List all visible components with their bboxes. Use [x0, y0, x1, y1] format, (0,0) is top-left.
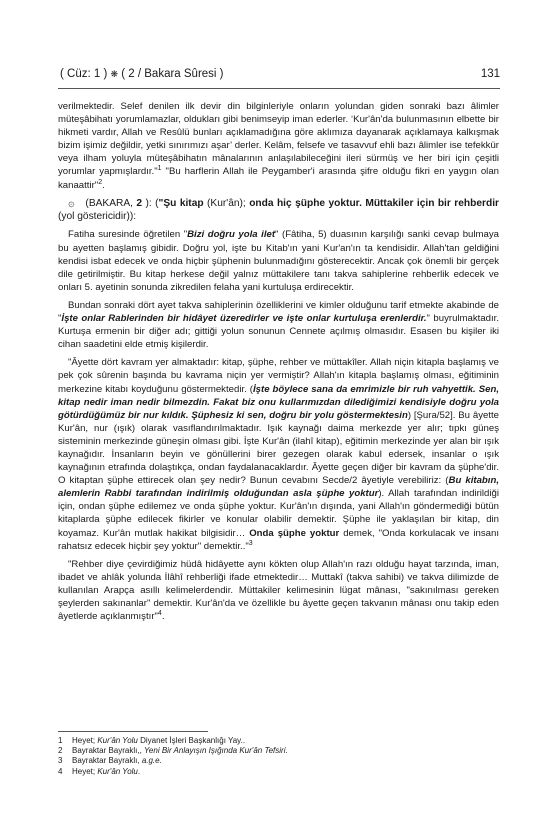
footnote-rule [58, 731, 208, 732]
emphasis: Onda şüphe yoktur [249, 527, 340, 539]
verse-text: "Şu kitap [158, 197, 204, 209]
page-number: 131 [480, 68, 500, 80]
text-run: "Rehber diye çevirdiğimiz hüdâ hidâyette aynı kökten olup Allah'ın razı olduğu hayat tarzında, iman, ibadet ve ahlâk yolunda İlâhî rehberliği ifade etmektedir… Muttakî (takva sahibi) ve takva dilimizde de kullanılan Arapça asıllı kelimelerdendir. Müttakiler kelimesinin lügat mânası, "sakınılması gereken şeylerden sakınanlar" demektir. Kur'ân'da ve özellikle bu âyette geçen takvanın mânası onu takip eden âyetlerde açıklanmıştır" [58, 558, 499, 623]
text-run: ). Allah tarafından indirildiği için, ondan şüphe edilemez ve onda şüphe yoktur. Kur'ân'ın dışında, yani Allah'ın göndermediği bütün kitaplarda şüphe edilecek fikirler ve konular olabilir demektir. Şüphe ile yaklaşılan bir kitap, din koyamaz. Kur'ân mutlak hakikat bilgisidir… [58, 488, 499, 539]
juz-label: ( Cüz: 1 ) [60, 68, 108, 80]
footnote-number: 1 [58, 736, 63, 745]
text-run: verilmektedir. Selef denilen ilk devir din bilginleriyle onların yolundan giden sonraki bazı âlimler müteşâbihatı yorumlamazlar, oldukları gibi benimseyip iman ederler. ‘Kur'ân'da bulunmasının elbette bir hikmeti vardır, Allah ve Resûlü bunları açıklamadığına göre aklımıza dayanarak açıklamaya kalkışmak bizim işimiz değildir, yetki sınırımızı aşar’ derler. Kelâm, felsefe ve tasavvuf ehli bazı âlimler ise tefekkür veya ilham yoluyla müteşâbihatın mânalarının anlaşılabileceğini ileri sürmüş ve her biri için çeşitli yorumlar yapmışlardır." [58, 101, 499, 178]
footnote-ref-2[interactable]: 2 [98, 178, 103, 186]
text-run: "Âyette dört kavram yer almaktadır: kitap, şüphe, rehber ve müttakîler. Allah niçin kitapla başlamış ve pek çok sûrenin başında bu kavrama niçin yer vermiştir? Allah'ın kitapla başlamış olması, eğitiminin merkezine kitabı koyduğunu göstermektedir. ( [58, 357, 499, 395]
footnote-ref-4[interactable]: 4 [157, 609, 162, 617]
footnote-number: 2 [58, 746, 63, 756]
footnote-number: 4 [58, 766, 63, 776]
text-run: (Kur'ân); [203, 197, 250, 209]
text-run: . [161, 611, 165, 623]
footnotes [58, 736, 499, 777]
text-run: Heyet; [72, 766, 98, 776]
footnote-4 [58, 767, 499, 777]
footnote-ref-3[interactable]: 3 [248, 539, 253, 547]
text-run: " (Fâtiha, 5) duasının karşılığı sanki cevap bulmaya bu ayetten başlamış gibidir. Doğru yol, işte bu Kitab'ın yani Kur'an'ın ta kendisidir. Allah'tan geldiğini kendisi isbat edecek ve onda hiçbir şüphenin bulunmadığını gösterecektir. Ancak çok önemli bir gerçek dile getirilmiştir. Bu kitap herkese değil yalnız müttakilere tanı takva sahiplerine rehberlik edecek ve onları 5. ayetinin sonunda zikredilen felaha yani kurtuluşa erdirecektir. [58, 229, 499, 293]
paragraph-1 [58, 100, 499, 192]
header-rule [58, 88, 500, 89]
footnote-ref-1[interactable]: 1 [157, 165, 162, 173]
footnote-1 [58, 736, 499, 746]
source-title: Yeni Bir Anlayışın Işığında Kur'ân Tefsiri [144, 746, 286, 756]
verse-heading [58, 197, 499, 224]
text-run: Diyanet İşleri Başkanlığı Yay.. [137, 736, 246, 745]
paragraph-5 [58, 558, 499, 623]
quoted-verse: Bizi doğru yola ilet [187, 229, 276, 241]
text-run: ): [129, 211, 137, 223]
running-header [60, 68, 500, 84]
separator-ornament-icon: ❋ [110, 69, 119, 79]
paragraph-4 [58, 356, 499, 552]
surah-label: ( 2 / Bakara Sûresi ) [121, 68, 224, 80]
footnote-2 [58, 746, 499, 756]
text-run: . [102, 179, 105, 191]
text-run: (yol göstericidir) [58, 211, 130, 223]
verse-text: onda hiç şüphe yoktur. Müttakiler için bir rehberdir [249, 197, 499, 209]
header-section-title [60, 68, 224, 80]
text-run: " buyrulmaktadır. Kurtuşa ermenin bir diğer adı; gittiği yolun sonunun Cennete açılmış olmasıdır. Esasen bu kişiler iki cihan saadetini elde etmiş kişilerdir. [58, 313, 499, 351]
text-run: ) [Şura/52]. Bu âyette Kur'ân, nur (ışık) olarak vasıflandırılmaktadır. Işık kaynağı daima merkezde yer alır; tıpkı güneş sisteminin merkezinde güneşin olması gibi. İşte Kur'ân (ilahî kitap), eğitimin merkezinde yer alan bir ışık kaynağıdır. İnsanların beyin ve gönüllerini birer gezegen olarak kabul edersek, insanlar o ışık kaynağının etrafında dolaştıkça, ondan faydalanacaklardır. Âyette geçen diğer bir kavram da şüphe'dir. O kitaptan şüphe ettirecek olan şey nedir? Bunun cevabını Secde/2 âyetiyle verebiliriz: ( [58, 409, 499, 487]
text-run: Bayraktar Bayraklı,, [72, 746, 145, 756]
source-title: Kur'ân Yolu [97, 736, 138, 745]
main-text [58, 100, 499, 720]
quoted-verse: Bu kitabın, alemlerin Rabbi tarafından indirilmiş olduğundan asla şüphe yoktur [58, 475, 499, 500]
source-title: Kur'ân Yolu [97, 766, 138, 776]
verse-mark-icon: ۞ [68, 196, 75, 209]
text-run: Heyet; [72, 736, 98, 745]
paragraph-3 [58, 299, 499, 351]
footnote-3 [58, 756, 499, 766]
quoted-verse: İşte böylece sana da emrimizle bir ruh vahyettik. Sen, kitap nedir iman nedir bilmezdin. Fakat biz onu kullarımızdan dilediğimizi kendisiyle doğru yola götürdüğümüz bir nur kıldık. Şüphesiz ki sen, doğru bir yolu göstermektesin [58, 383, 499, 421]
footnote-number: 3 [58, 756, 63, 766]
text-run: . [285, 746, 288, 756]
text-run: Bayraktar Bayraklı, [72, 756, 142, 766]
paragraph-2 [58, 228, 499, 293]
text-run: "Bu harflerin Allah ile Peygamber'i arasında şifre olduğu fikri en yaygın olan kanaattir" [58, 166, 499, 191]
source-title: a.g.e. [141, 756, 162, 766]
text-run: Bundan sonraki dört ayet takva sahiplerinin özelliklerini ve kimler olduğunu tarif etmekte akabinde de " [58, 299, 499, 325]
verse-number: 2 [136, 197, 143, 209]
text-run: . [137, 766, 141, 776]
text-run: demek, "Onda korkulacak ve insanı rahatsız edecek hiçbir şey yoktur" demektir.." [58, 527, 499, 552]
quoted-verse: İşte onlar Rablerinden bir hidâyet üzeredirler ve işte onlar kurtuluşa erenlerdir. [61, 313, 427, 325]
text-run: ): ( [142, 197, 159, 209]
text-run: Fatiha suresinde öğretilen " [68, 229, 188, 241]
text-run: (BAKARA, [82, 197, 137, 209]
